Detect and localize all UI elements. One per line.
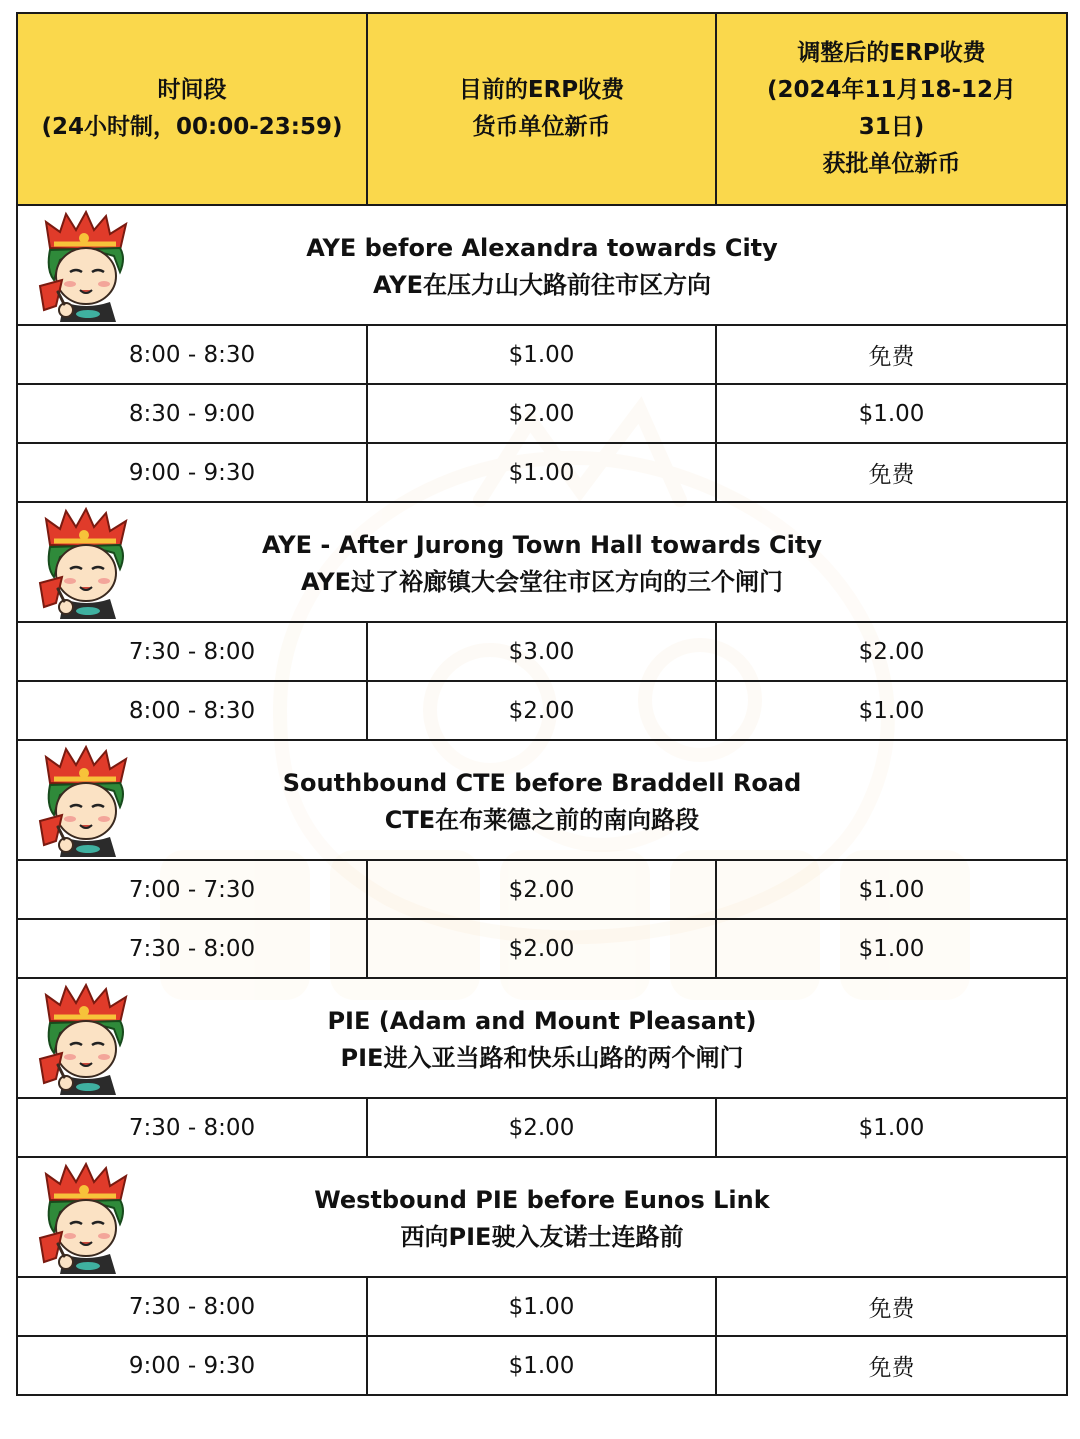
time-period-cell: 7:30 - 8:00 <box>17 1277 367 1336</box>
current-rate-cell: $3.00 <box>367 622 716 681</box>
section-header-content <box>18 1158 1066 1276</box>
header-adjusted-date-1: (2024年11月18-12月 <box>766 77 1017 103</box>
current-rate-cell: $2.00 <box>367 681 716 740</box>
header-adjusted-rate <box>716 13 1067 205</box>
table-row <box>17 1336 1067 1395</box>
current-rate-cell: $2.00 <box>367 384 716 443</box>
section-title-en: AYE - After Jurong Town Hall towards City <box>262 531 822 559</box>
adjusted-rate-cell: 免费 <box>716 443 1067 502</box>
adjusted-rate-cell: $1.00 <box>716 681 1067 740</box>
section-title-zh: AYE在压力山大路前往市区方向 <box>372 271 712 299</box>
adjusted-rate-cell: 免费 <box>716 1277 1067 1336</box>
time-period-cell: 8:00 - 8:30 <box>17 325 367 384</box>
section-header-row <box>17 1157 1067 1277</box>
time-period-cell: 7:30 - 8:00 <box>17 1098 367 1157</box>
header-current-rate <box>367 13 716 205</box>
section-header-cell <box>17 978 1067 1098</box>
header-current-label: 目前的ERP收费 <box>458 77 625 103</box>
time-period-cell: 7:30 - 8:00 <box>17 919 367 978</box>
section-title <box>18 1182 1066 1256</box>
current-rate-cell: $1.00 <box>367 325 716 384</box>
table-row <box>17 384 1067 443</box>
current-rate-cell: $2.00 <box>367 860 716 919</box>
section-header-content <box>18 206 1066 324</box>
section-header-content <box>18 979 1066 1097</box>
adjusted-rate-cell: $1.00 <box>716 919 1067 978</box>
current-rate-cell: $1.00 <box>367 1277 716 1336</box>
adjusted-rate-cell: $2.00 <box>716 622 1067 681</box>
erp-rate-table <box>16 12 1068 1396</box>
table-row <box>17 325 1067 384</box>
section-title <box>18 1003 1066 1077</box>
section-header-row <box>17 978 1067 1098</box>
adjusted-rate-cell: $1.00 <box>716 1098 1067 1157</box>
current-rate-cell: $2.00 <box>367 1098 716 1157</box>
section-title-zh: PIE进入亚当路和快乐山路的两个闸门 <box>340 1044 744 1072</box>
table-row <box>17 1098 1067 1157</box>
section-header-row <box>17 502 1067 622</box>
table-header-row <box>17 13 1067 205</box>
section-title-en: PIE (Adam and Mount Pleasant) <box>327 1007 757 1035</box>
current-rate-cell: $1.00 <box>367 1336 716 1395</box>
adjusted-rate-cell: $1.00 <box>716 384 1067 443</box>
table-row <box>17 1277 1067 1336</box>
current-rate-cell: $2.00 <box>367 919 716 978</box>
table-row <box>17 919 1067 978</box>
section-title <box>18 527 1066 601</box>
section-header-cell <box>17 502 1067 622</box>
header-adjusted-label: 调整后的ERP收费 <box>797 40 986 66</box>
header-current-unit: 货币单位新币 <box>472 114 611 140</box>
section-header-cell <box>17 740 1067 860</box>
time-period-cell: 9:00 - 9:30 <box>17 1336 367 1395</box>
section-title <box>18 230 1066 304</box>
time-period-cell: 7:00 - 7:30 <box>17 860 367 919</box>
section-title-zh: CTE在布莱德之前的南向路段 <box>384 806 700 834</box>
header-time-label: 时间段 <box>157 77 227 103</box>
time-period-cell: 8:30 - 9:00 <box>17 384 367 443</box>
section-title-zh: AYE过了裕廊镇大会堂往市区方向的三个闸门 <box>300 568 784 596</box>
section-header-cell <box>17 1157 1067 1277</box>
section-header-content <box>18 741 1066 859</box>
section-header-row <box>17 740 1067 860</box>
adjusted-rate-cell: 免费 <box>716 325 1067 384</box>
current-rate-cell: $1.00 <box>367 443 716 502</box>
section-title-zh: 西向PIE驶入友诺士连路前 <box>400 1223 684 1251</box>
header-time-format: (24小时制，00:00-23:59) <box>41 114 343 140</box>
table-row <box>17 860 1067 919</box>
section-title-en: AYE before Alexandra towards City <box>306 234 778 262</box>
table-row <box>17 681 1067 740</box>
section-title <box>18 765 1066 839</box>
header-adjusted-date-2: 31日) <box>858 114 925 140</box>
header-time-period <box>17 13 367 205</box>
section-title-en: Southbound CTE before Braddell Road <box>282 769 802 797</box>
time-period-cell: 7:30 - 8:00 <box>17 622 367 681</box>
section-title-en: Westbound PIE before Eunos Link <box>314 1186 770 1214</box>
time-period-cell: 9:00 - 9:30 <box>17 443 367 502</box>
table-row <box>17 622 1067 681</box>
table-row <box>17 443 1067 502</box>
header-adjusted-unit: 获批单位新币 <box>822 151 961 177</box>
adjusted-rate-cell: $1.00 <box>716 860 1067 919</box>
adjusted-rate-cell: 免费 <box>716 1336 1067 1395</box>
time-period-cell: 8:00 - 8:30 <box>17 681 367 740</box>
section-header-row <box>17 205 1067 325</box>
section-header-cell <box>17 205 1067 325</box>
section-header-content <box>18 503 1066 621</box>
